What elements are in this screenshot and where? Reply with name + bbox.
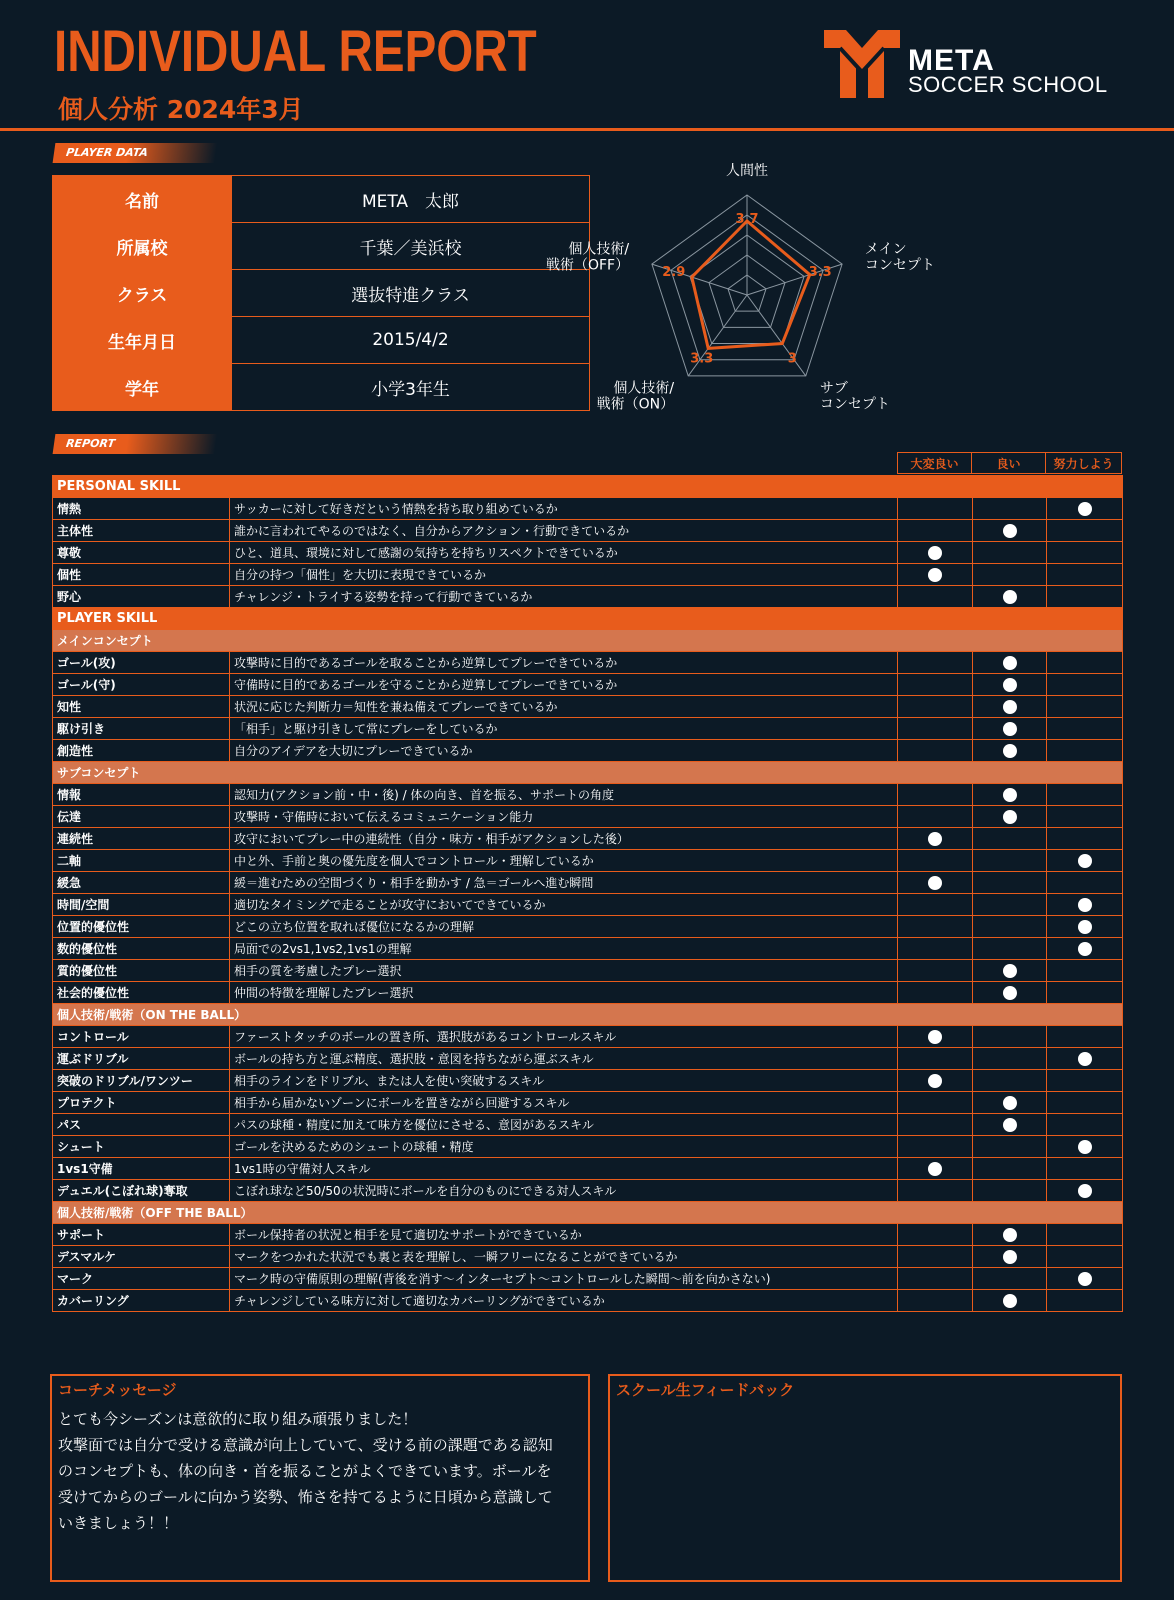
coach-message-line: のコンセプトも、体の向き・首を振ることがよくできています。ボールを [58,1462,552,1480]
report-item-row [53,1092,1123,1114]
rating-cell [1047,564,1123,586]
report-item-row [53,916,1123,938]
player-data-label: 学年 [53,364,232,411]
rating-dot-icon [1078,502,1092,516]
report-item-row [53,894,1123,916]
rating-dot-icon [928,832,942,846]
report-item-row [53,960,1123,982]
rating-cell [1047,542,1123,564]
rating-cell [973,564,1047,586]
rating-cell [1047,982,1123,1004]
rating-cell [898,1092,973,1114]
player-data-row [53,223,590,270]
rating-dot-icon [928,1074,942,1088]
rating-cell [973,916,1047,938]
rating-cell [1047,872,1123,894]
rating-cell [973,872,1047,894]
rating-cell [898,872,973,894]
item-description: ゴールを決めるためのシュートの球種・精度 [230,1136,898,1158]
rating-cell [973,740,1047,762]
report-tag: REPORT [53,434,218,454]
player-data-label: 名前 [53,176,232,223]
item-description: 局面での2vs1,1vs2,1vs1の理解 [230,938,898,960]
rating-cell [1047,1136,1123,1158]
rating-cell [1047,784,1123,806]
rating-cell [973,1136,1047,1158]
feedback-box [608,1374,1122,1582]
item-name: 社会的優位性 [53,982,230,1004]
rating-cell [1047,498,1123,520]
radar-axis-label: 戦術（OFF） [545,257,630,274]
report-item-row [53,806,1123,828]
radar-axis-label: 個人技術/ [568,241,630,258]
rating-cell [1047,916,1123,938]
rating-dot-icon [928,1030,942,1044]
rating-cell [1047,1092,1123,1114]
item-description: マーク時の守備原則の理解(背後を消す〜インターセプト〜コントロールした瞬間〜前を向かさない) [230,1268,898,1290]
rating-cell [898,1048,973,1070]
rating-dot-icon [1003,1228,1017,1242]
rating-cell [1047,828,1123,850]
rating-dot-icon [1003,1294,1017,1308]
item-description: 「相手」と駆け引きして常にプレーをしているか [230,718,898,740]
item-name: 尊敬 [53,542,230,564]
rating-cell [1047,938,1123,960]
report-subsection-row [53,630,1123,652]
rating-cell [898,652,973,674]
player-data-value: 2015/4/2 [232,317,590,364]
rating-dot-icon [1003,788,1017,802]
item-name: シュート [53,1136,230,1158]
rating-cell [898,696,973,718]
item-name: 駆け引き [53,718,230,740]
rating-cell [898,498,973,520]
rating-dot-icon [1003,986,1017,1000]
rating-dot-icon [928,876,942,890]
item-description: ボール保持者の状況と相手を見て適切なサポートができているか [230,1224,898,1246]
radar-value-label: 3 [787,351,797,367]
rating-dot-icon [1003,1118,1017,1132]
radar-axis-label: 個人技術/ [613,380,675,397]
rating-cell [973,1180,1047,1202]
rating-cell [1047,806,1123,828]
rating-cell [1047,1158,1123,1180]
rating-cell [973,784,1047,806]
rating-cell [973,982,1047,1004]
rating-cell [898,718,973,740]
rating-cell [973,652,1047,674]
item-name: カバーリング [53,1290,230,1312]
report-item-row [53,850,1123,872]
report-item-row [53,498,1123,520]
rating-dot-icon [1003,656,1017,670]
rating-cell [973,1048,1047,1070]
rating-cell [1047,1268,1123,1290]
item-description: 1vs1時の守備対人スキル [230,1158,898,1180]
rating-cell [973,696,1047,718]
rating-cell [898,1070,973,1092]
rating-cell [973,718,1047,740]
rating-cell [898,520,973,542]
report-item-row [53,1136,1123,1158]
rating-cell [973,1290,1047,1312]
item-description: 相手の質を考慮したプレー選択 [230,960,898,982]
radar-axis-label: メイン [864,241,907,258]
rating-cell [898,982,973,1004]
rating-dot-icon [928,568,942,582]
item-description: パスの球種・精度に加えて味方を優位にさせる、意図があるスキル [230,1114,898,1136]
rating-cell [973,542,1047,564]
rating-cell [1047,696,1123,718]
rating-cell [1047,1026,1123,1048]
rating-cell [973,1268,1047,1290]
rating-dot-icon [1078,942,1092,956]
report-item-row [53,696,1123,718]
rating-cell [1047,586,1123,608]
player-data-tag: PLAYER DATA [53,143,218,163]
report-subsection-row [53,1004,1123,1026]
report-item-row [53,1268,1123,1290]
radar-axis-label: サブ [819,380,848,397]
rating-dot-icon [928,1162,942,1176]
rating-cell [898,1026,973,1048]
player-data-label: クラス [53,270,232,317]
rating-cell [973,894,1047,916]
radar-value-label: 3.3 [808,265,832,281]
item-description: 状況に応じた判断力＝知性を兼ね備えてプレーできているか [230,696,898,718]
logo-wordmark: META [908,44,995,77]
rating-cell [898,784,973,806]
item-name: デュエル(こぼれ球)奪取 [53,1180,230,1202]
report-section-row [53,608,1123,630]
item-name: 緩急 [53,872,230,894]
radar-chart [545,150,942,413]
player-data-row [53,176,590,223]
logo-subtitle: SOCCER SCHOOL [908,72,1108,97]
rating-cell [973,1070,1047,1092]
rating-cell [898,1224,973,1246]
rating-cell [973,520,1047,542]
rating-cell [973,806,1047,828]
rating-cell [1047,1246,1123,1268]
rating-cell [973,1224,1047,1246]
item-name: 時間/空間 [53,894,230,916]
rating-cell [898,894,973,916]
radar-axis-label: 戦術（ON） [596,396,675,413]
item-description: 認知力(アクション前・中・後) / 体の向き、首を振る、サポートの角度 [230,784,898,806]
report-item-row [53,674,1123,696]
item-description: こぼれ球など50/50の状況時にボールを自分のものにできる対人スキル [230,1180,898,1202]
radar-value-label: 3.7 [735,212,759,227]
rating-cell [1047,1290,1123,1312]
item-description: 攻撃時・守備時において伝えるコミュニケーション能力 [230,806,898,828]
item-name: 野心 [53,586,230,608]
player-data-row [53,364,590,411]
item-name: 個性 [53,564,230,586]
rating-cell [973,1246,1047,1268]
report-item-row [53,586,1123,608]
report-item-row [53,1158,1123,1180]
rating-dot-icon [1078,920,1092,934]
rating-dot-icon [1078,854,1092,868]
report-item-row [53,982,1123,1004]
rating-cell [1047,1224,1123,1246]
item-description: 攻守においてプレー中の連続性（自分・味方・相手がアクションした後） [230,828,898,850]
rating-cell [898,1180,973,1202]
coach-message-body [58,1406,582,1536]
report-item-row [53,542,1123,564]
report-subsection-row [53,762,1123,784]
rating-cell [898,586,973,608]
rating-cell [898,740,973,762]
item-name: ゴール(守) [53,674,230,696]
item-name: 主体性 [53,520,230,542]
report-item-row [53,1114,1123,1136]
meta-logo-icon [822,28,902,100]
rating-cell [973,1158,1047,1180]
rating-dot-icon [1003,678,1017,692]
rating-cell [1047,960,1123,982]
rating-cell [973,1114,1047,1136]
header-divider [0,128,1174,131]
rating-cell [898,542,973,564]
radar-axis-label: 人間性 [726,163,768,179]
item-name: 情熱 [53,498,230,520]
report-item-row [53,1224,1123,1246]
item-description: 適切なタイミングで走ることが攻守においてできているか [230,894,898,916]
item-name: パス [53,1114,230,1136]
item-name: コントロール [53,1026,230,1048]
item-name: 1vs1守備 [53,1158,230,1180]
item-name: ゴール(攻) [53,652,230,674]
rating-cell [898,850,973,872]
item-name: 知性 [53,696,230,718]
item-description: 守備時に目的であるゴールを守ることから逆算してプレーできているか [230,674,898,696]
player-data-row [53,317,590,364]
report-item-row [53,1026,1123,1048]
report-item-row [53,718,1123,740]
rating-dot-icon [1078,898,1092,912]
player-data-table [52,175,590,411]
item-description: サッカーに対して好きだという情熱を持ち取り組めているか [230,498,898,520]
rating-dot-icon [1078,1140,1092,1154]
rating-cell [973,1092,1047,1114]
rating-dot-icon [1078,1052,1092,1066]
item-description: ボールの持ち方と運ぶ精度、選択肢・意図を持ちながら運ぶスキル [230,1048,898,1070]
player-data-value: 選抜特進クラス [232,270,590,317]
feedback-title: スクール生フィードバック [616,1381,795,1399]
rating-dot-icon [1078,1184,1092,1198]
report-item-row [53,740,1123,762]
rating-cell [898,1268,973,1290]
player-data-row [53,270,590,317]
coach-message-line: いきましょう！！ [58,1514,179,1532]
rating-cell [1047,1180,1123,1202]
coach-message-line: とても今シーズンは意欲的に取り組み頑張りました！ [58,1410,418,1428]
item-name: プロテクト [53,1092,230,1114]
rating-cell [1047,1048,1123,1070]
rating-dot-icon [1003,722,1017,736]
item-name: 位置的優位性 [53,916,230,938]
rating-cell [898,1246,973,1268]
section-label: サブコンセプト [53,762,1123,784]
item-description: マークをつかれた状況でも裏と表を理解し、一瞬フリーになることができているか [230,1246,898,1268]
player-data-value: 小学3年生 [232,364,590,411]
rating-dot-icon [1003,1096,1017,1110]
rating-cell [1047,520,1123,542]
item-description: 仲間の特徴を理解したプレー選択 [230,982,898,1004]
rating-cell [1047,740,1123,762]
rating-cell [898,960,973,982]
rating-cell [898,674,973,696]
item-description: 相手から届かないゾーンにボールを置きながら回避するスキル [230,1092,898,1114]
report-section-row [53,476,1123,498]
radar-value-label: 2.9 [662,265,686,281]
player-data-label: 生年月日 [53,317,232,364]
rating-dot-icon [1003,744,1017,758]
rating-cell [1047,1070,1123,1092]
coach-message-box [50,1374,590,1582]
report-item-row [53,1290,1123,1312]
report-item-row [53,872,1123,894]
item-description: ファーストタッチのボールの置き所、選択肢があるコントロールスキル [230,1026,898,1048]
item-description: 自分のアイデアを大切にプレーできているか [230,740,898,762]
rating-cell [973,1026,1047,1048]
report-item-row [53,652,1123,674]
rating-dot-icon [1003,590,1017,604]
report-item-row [53,564,1123,586]
rating-cell [973,828,1047,850]
player-data-label: 所属校 [53,223,232,270]
rating-cell [898,938,973,960]
rating-dot-icon [1003,524,1017,538]
item-name: マーク [53,1268,230,1290]
item-name: 突破のドリブル/ワンツー [53,1070,230,1092]
rating-cell [973,960,1047,982]
rating-cell [1047,1114,1123,1136]
item-name: 連続性 [53,828,230,850]
report-item-row [53,1048,1123,1070]
report-title: INDIVIDUAL REPORT [54,19,537,84]
item-description: 誰かに言われてやるのではなく、自分からアクション・行動できているか [230,520,898,542]
rating-cell [973,586,1047,608]
radar-axis-label: コンセプト [864,257,935,274]
column-header-improve: 努力しよう [1045,452,1122,474]
coach-message-title: コーチメッセージ [58,1381,177,1399]
rating-cell [973,850,1047,872]
section-label: 個人技術/戦術（OFF THE BALL） [53,1202,1123,1224]
section-label: PERSONAL SKILL [53,476,1123,498]
coach-message-line: 受けてからのゴールに向かう姿勢、怖さを持てるように日頃から意識して [58,1488,553,1506]
section-label: メインコンセプト [53,630,1123,652]
report-subsection-row [53,1202,1123,1224]
player-data-value: META 太郎 [232,176,590,223]
report-item-row [53,784,1123,806]
column-header-good: 良い [971,452,1046,474]
rating-dot-icon [928,546,942,560]
item-name: デスマルケ [53,1246,230,1268]
item-name: 伝達 [53,806,230,828]
rating-cell [898,564,973,586]
rating-cell [898,1158,973,1180]
radar-value-label: 3.3 [690,351,714,367]
item-name: 情報 [53,784,230,806]
item-name: 質的優位性 [53,960,230,982]
report-table [52,475,1123,1312]
radar-axis-label: コンセプト [819,396,890,413]
rating-cell [898,1290,973,1312]
report-item-row [53,938,1123,960]
item-name: 数的優位性 [53,938,230,960]
rating-cell [973,498,1047,520]
report-subtitle: 個人分析 2024年3月 [58,95,304,124]
report-item-row [53,520,1123,542]
item-name: サポート [53,1224,230,1246]
rating-cell [1047,850,1123,872]
rating-dot-icon [1003,700,1017,714]
report-item-row [53,828,1123,850]
rating-dot-icon [1003,1250,1017,1264]
rating-cell [973,674,1047,696]
section-label: PLAYER SKILL [53,608,1123,630]
report-item-row [53,1070,1123,1092]
report-item-row [53,1246,1123,1268]
item-description: 緩＝進むための空間づくり・相手を動かす / 急＝ゴールへ進む瞬間 [230,872,898,894]
rating-dot-icon [1003,810,1017,824]
coach-message-line: 攻撃面では自分で受ける意識が向上していて、受ける前の課題である認知 [58,1436,553,1454]
rating-cell [898,1114,973,1136]
rating-cell [898,916,973,938]
rating-cell [1047,652,1123,674]
item-description: 中と外、手前と奥の優先度を個人でコントロール・理解しているか [230,850,898,872]
item-description: チャレンジ・トライする姿勢を持って行動できているか [230,586,898,608]
item-description: 相手のラインをドリブル、または人を使い突破するスキル [230,1070,898,1092]
rating-cell [1047,894,1123,916]
rating-cell [1047,674,1123,696]
rating-cell [973,938,1047,960]
rating-cell [898,828,973,850]
item-name: 運ぶドリブル [53,1048,230,1070]
item-name: 創造性 [53,740,230,762]
item-description: 自分の持つ「個性」を大切に表現できているか [230,564,898,586]
rating-cell [1047,718,1123,740]
item-description: 攻撃時に目的であるゴールを取ることから逆算してプレーできているか [230,652,898,674]
item-description: ひと、道具、環境に対して感謝の気持ちを持ちリスペクトできているか [230,542,898,564]
player-data-value: 千葉／美浜校 [232,223,590,270]
item-name: 二軸 [53,850,230,872]
report-item-row [53,1180,1123,1202]
rating-cell [898,806,973,828]
rating-dot-icon [1003,964,1017,978]
rating-cell [898,1136,973,1158]
item-description: どこの立ち位置を取れば優位になるかの理解 [230,916,898,938]
section-label: 個人技術/戦術（ON THE BALL） [53,1004,1123,1026]
rating-dot-icon [1078,1272,1092,1286]
column-header-excellent: 大変良い [897,452,972,474]
item-description: チャレンジしている味方に対して適切なカバーリングができているか [230,1290,898,1312]
